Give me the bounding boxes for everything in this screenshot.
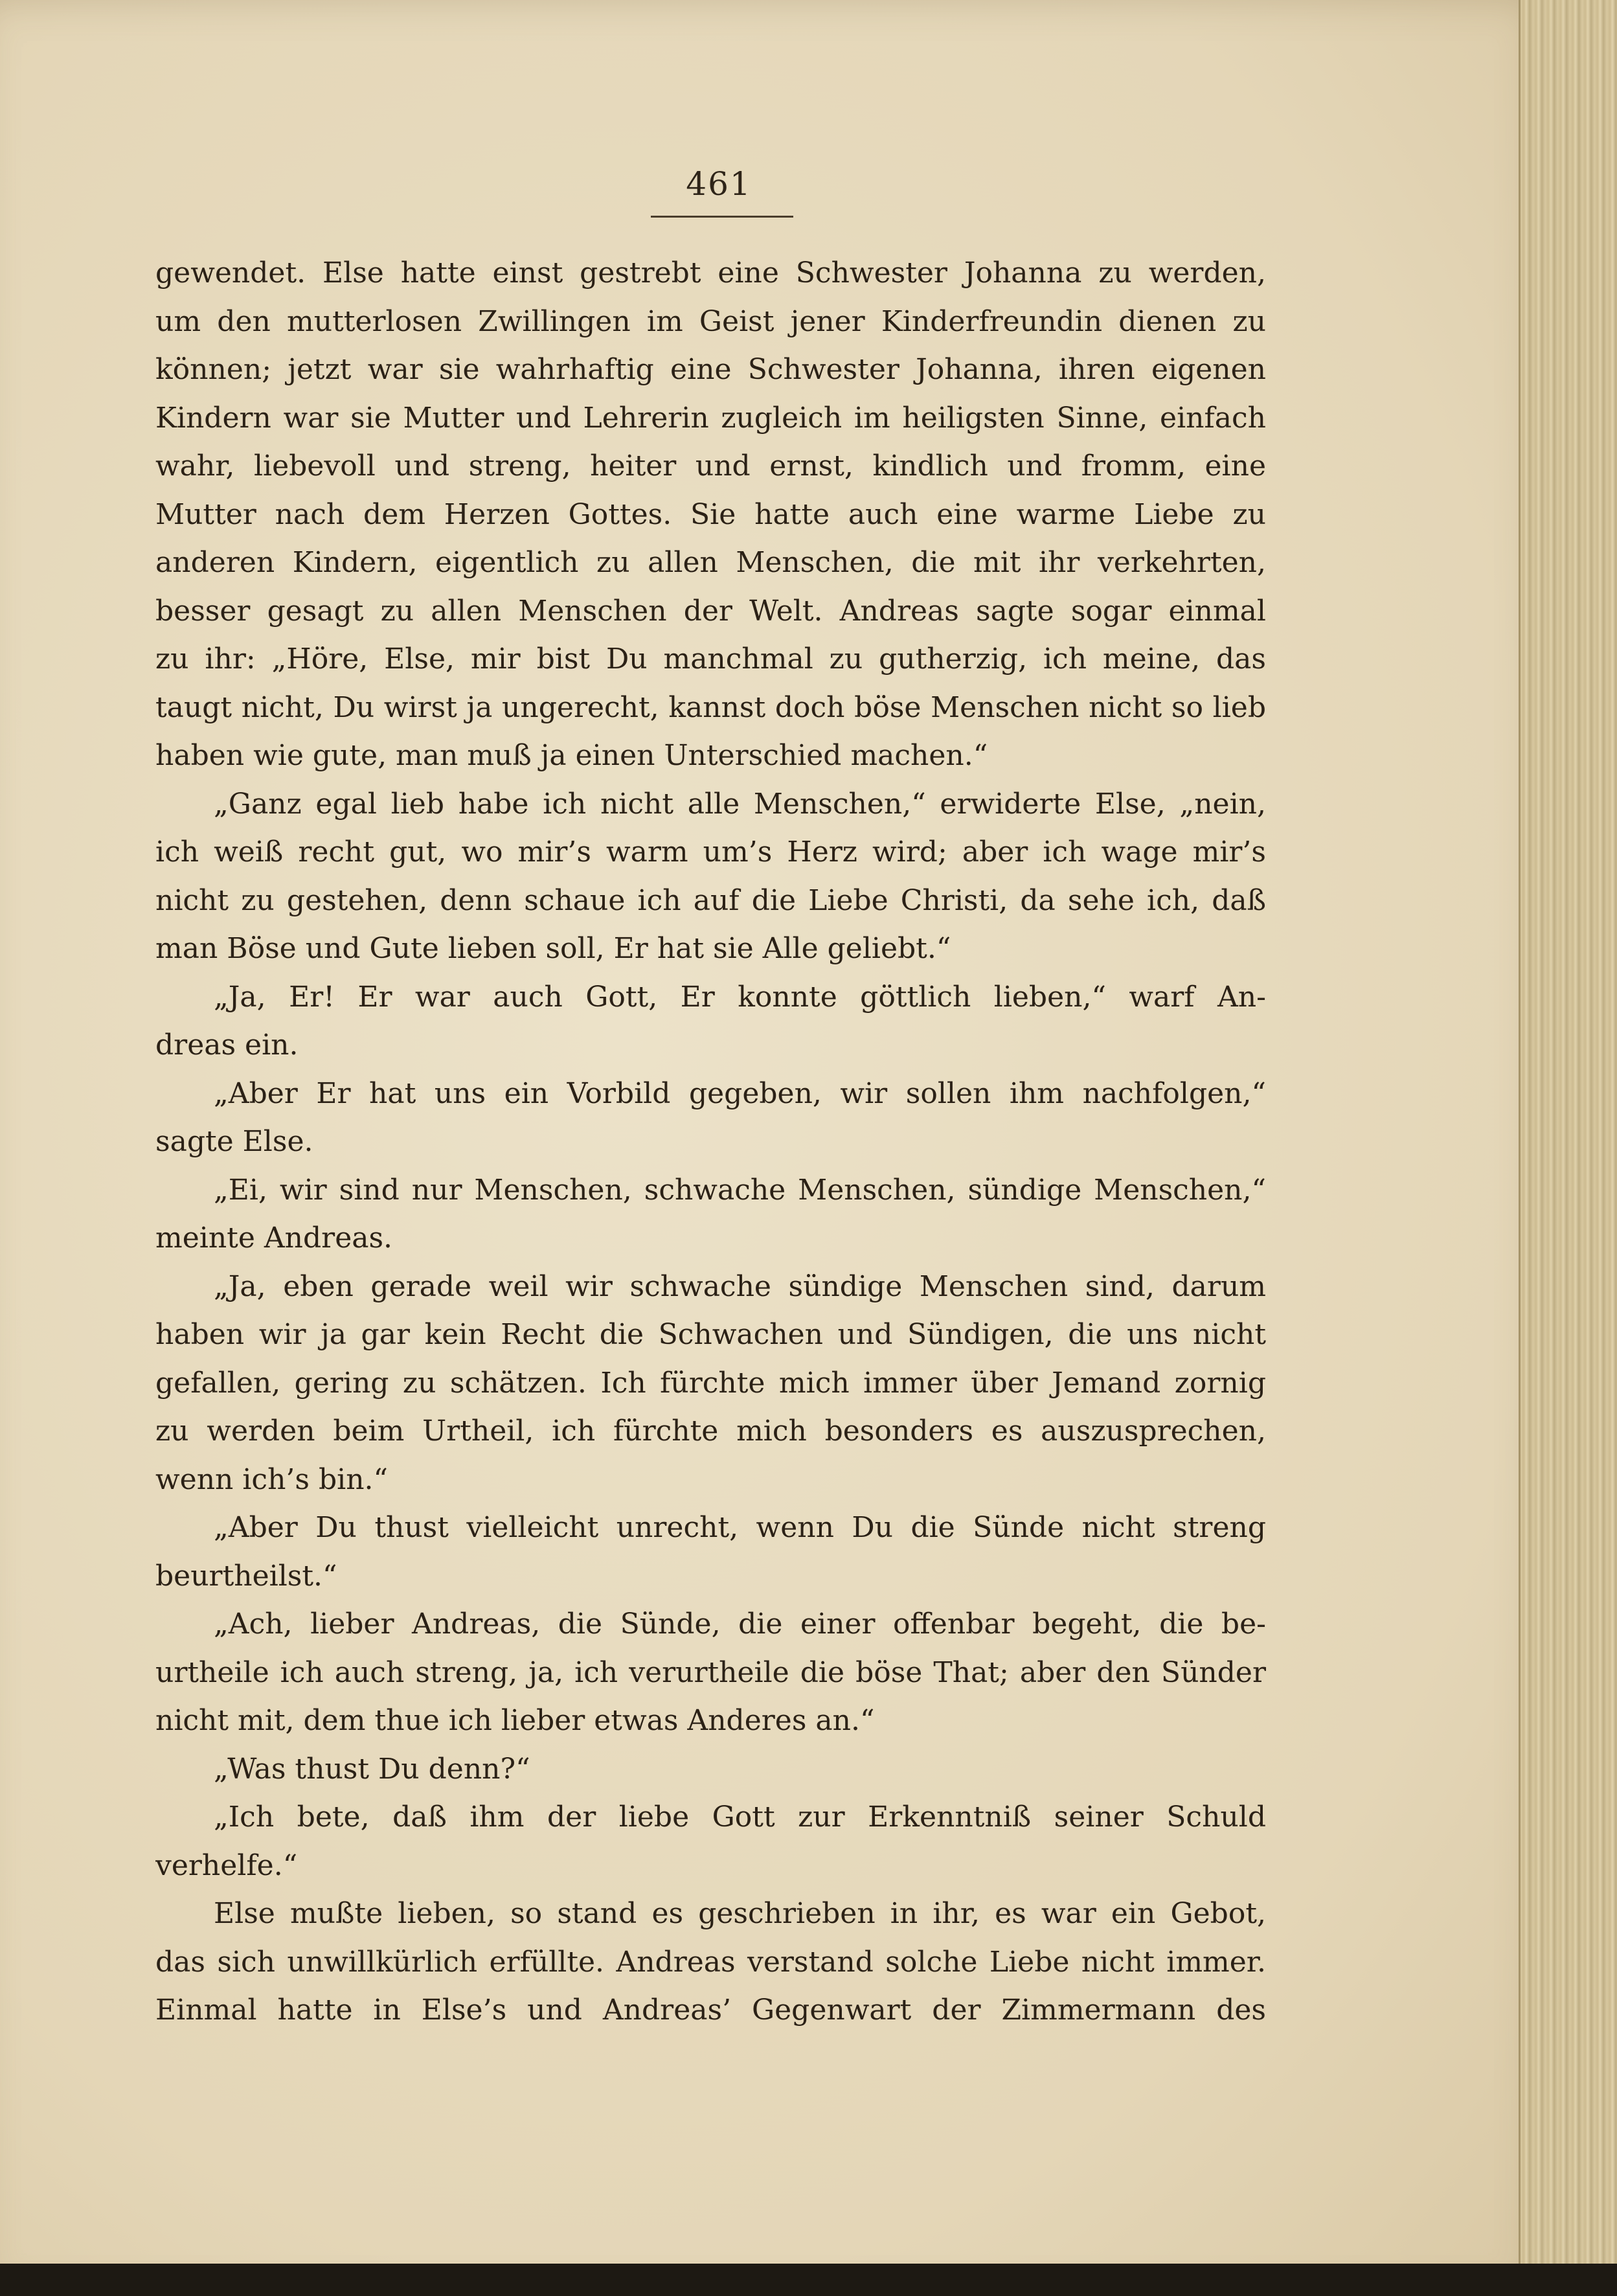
text-line: das sich unwillkürlich erfüllte. Andreas verstand solche Liebe nicht immer. bbox=[155, 1945, 1266, 1979]
text-line: können; jetzt war sie wahrhaftig eine Schwester Johanna, ihren eigenen bbox=[155, 353, 1266, 386]
text-line: urtheile ich auch streng, ja, ich verurtheile die böse That; aber den Sünder bbox=[155, 1655, 1266, 1689]
text-line: wahr, liebevoll und streng, heiter und ernst, kindlich und fromm, eine bbox=[155, 449, 1266, 483]
text-line: meinte Andreas. bbox=[155, 1222, 393, 1255]
text-line: gefallen, gering zu schätzen. Ich fürchte mich immer über Jemand zornig bbox=[155, 1366, 1266, 1400]
text-line: nicht zu gestehen, denn schaue ich auf die Liebe Christi, da sehe ich, daß bbox=[155, 883, 1266, 917]
text-line: „Ei, wir sind nur Menschen, schwache Menschen, sündige Menschen,“ bbox=[214, 1173, 1266, 1207]
text-line: „Aber Du thust vielleicht unrecht, wenn Du die Sünde nicht streng bbox=[214, 1511, 1266, 1544]
text-line: um den mutterlosen Zwillingen im Geist jener Kinderfreundin dienen zu bbox=[155, 304, 1266, 338]
text-line: man Böse und Gute lieben soll, Er hat sie Alle geliebt.“ bbox=[155, 932, 951, 965]
text-line: „Was thust Du denn?“ bbox=[214, 1752, 530, 1786]
text-line: sagte Else. bbox=[155, 1125, 313, 1158]
text-line: „Ja, eben gerade weil wir schwache sündige Menschen sind, darum bbox=[214, 1269, 1266, 1303]
text-line: besser gesagt zu allen Menschen der Welt. Andreas sagte sogar einmal bbox=[155, 594, 1266, 628]
text-line: haben wie gute, man muß ja einen Unterschied machen.“ bbox=[155, 739, 988, 772]
text-line: Kindern war sie Mutter und Lehrerin zugleich im heiligsten Sinne, einfach bbox=[155, 401, 1266, 435]
page-number: 461 bbox=[686, 165, 752, 203]
text-line: zu werden beim Urtheil, ich fürchte mich besonders es auszusprechen, bbox=[155, 1415, 1266, 1448]
page-edges bbox=[1519, 0, 1617, 2296]
text-line: dreas ein. bbox=[155, 1029, 299, 1062]
text-line: taugt nicht, Du wirst ja ungerecht, kannst doch böse Menschen nicht so lieb bbox=[155, 690, 1266, 724]
text-line: anderen Kindern, eigentlich zu allen Menschen, die mit ihr verkehrten, bbox=[155, 546, 1266, 579]
text-line: Mutter nach dem Herzen Gottes. Sie hatte auch eine warme Liebe zu bbox=[155, 497, 1266, 531]
text-line: „Ach, lieber Andreas, die Sünde, die einer offenbar begeht, die be- bbox=[214, 1608, 1266, 1641]
text-line: zu ihr: „Höre, Else, mir bist Du manchmal zu gutherzig, ich meine, das bbox=[155, 642, 1266, 676]
text-line: Einmal hatte in Else’s und Andreas’ Gegenwart der Zimmermann des bbox=[155, 1994, 1266, 2027]
text-line: „Ganz egal lieb habe ich nicht alle Menschen,“ erwiderte Else, „nein, bbox=[214, 787, 1266, 821]
header-rule bbox=[651, 216, 793, 218]
text-line: Else mußte lieben, so stand es geschrieben in ihr, es war ein Gebot, bbox=[214, 1897, 1266, 1930]
text-line: haben wir ja gar kein Recht die Schwachen und Sündigen, die uns nicht bbox=[155, 1318, 1266, 1351]
text-line: „Aber Er hat uns ein Vorbild gegeben, wir sollen ihm nachfolgen,“ bbox=[214, 1076, 1266, 1110]
text-line: beurtheilst.“ bbox=[155, 1559, 337, 1593]
text-line: gewendet. Else hatte einst gestrebt eine Schwester Johanna zu werden, bbox=[155, 256, 1266, 290]
text-line: wenn ich’s bin.“ bbox=[155, 1462, 389, 1496]
text-line: ich weiß recht gut, wo mir’s warm um’s Herz wird; aber ich wage mir’s bbox=[155, 835, 1266, 869]
text-line: nicht mit, dem thue ich lieber etwas Anderes an.“ bbox=[155, 1704, 875, 1737]
scan-background bbox=[0, 2264, 1617, 2296]
body-text bbox=[155, 249, 1266, 2035]
text-line: verhelfe.“ bbox=[155, 1848, 298, 1882]
text-line: „Ja, Er! Er war auch Gott, Er konnte göttlich lieben,“ warf An- bbox=[214, 980, 1266, 1014]
text-line: „Ich bete, daß ihm der liebe Gott zur Erkenntniß seiner Schuld bbox=[214, 1801, 1266, 1834]
